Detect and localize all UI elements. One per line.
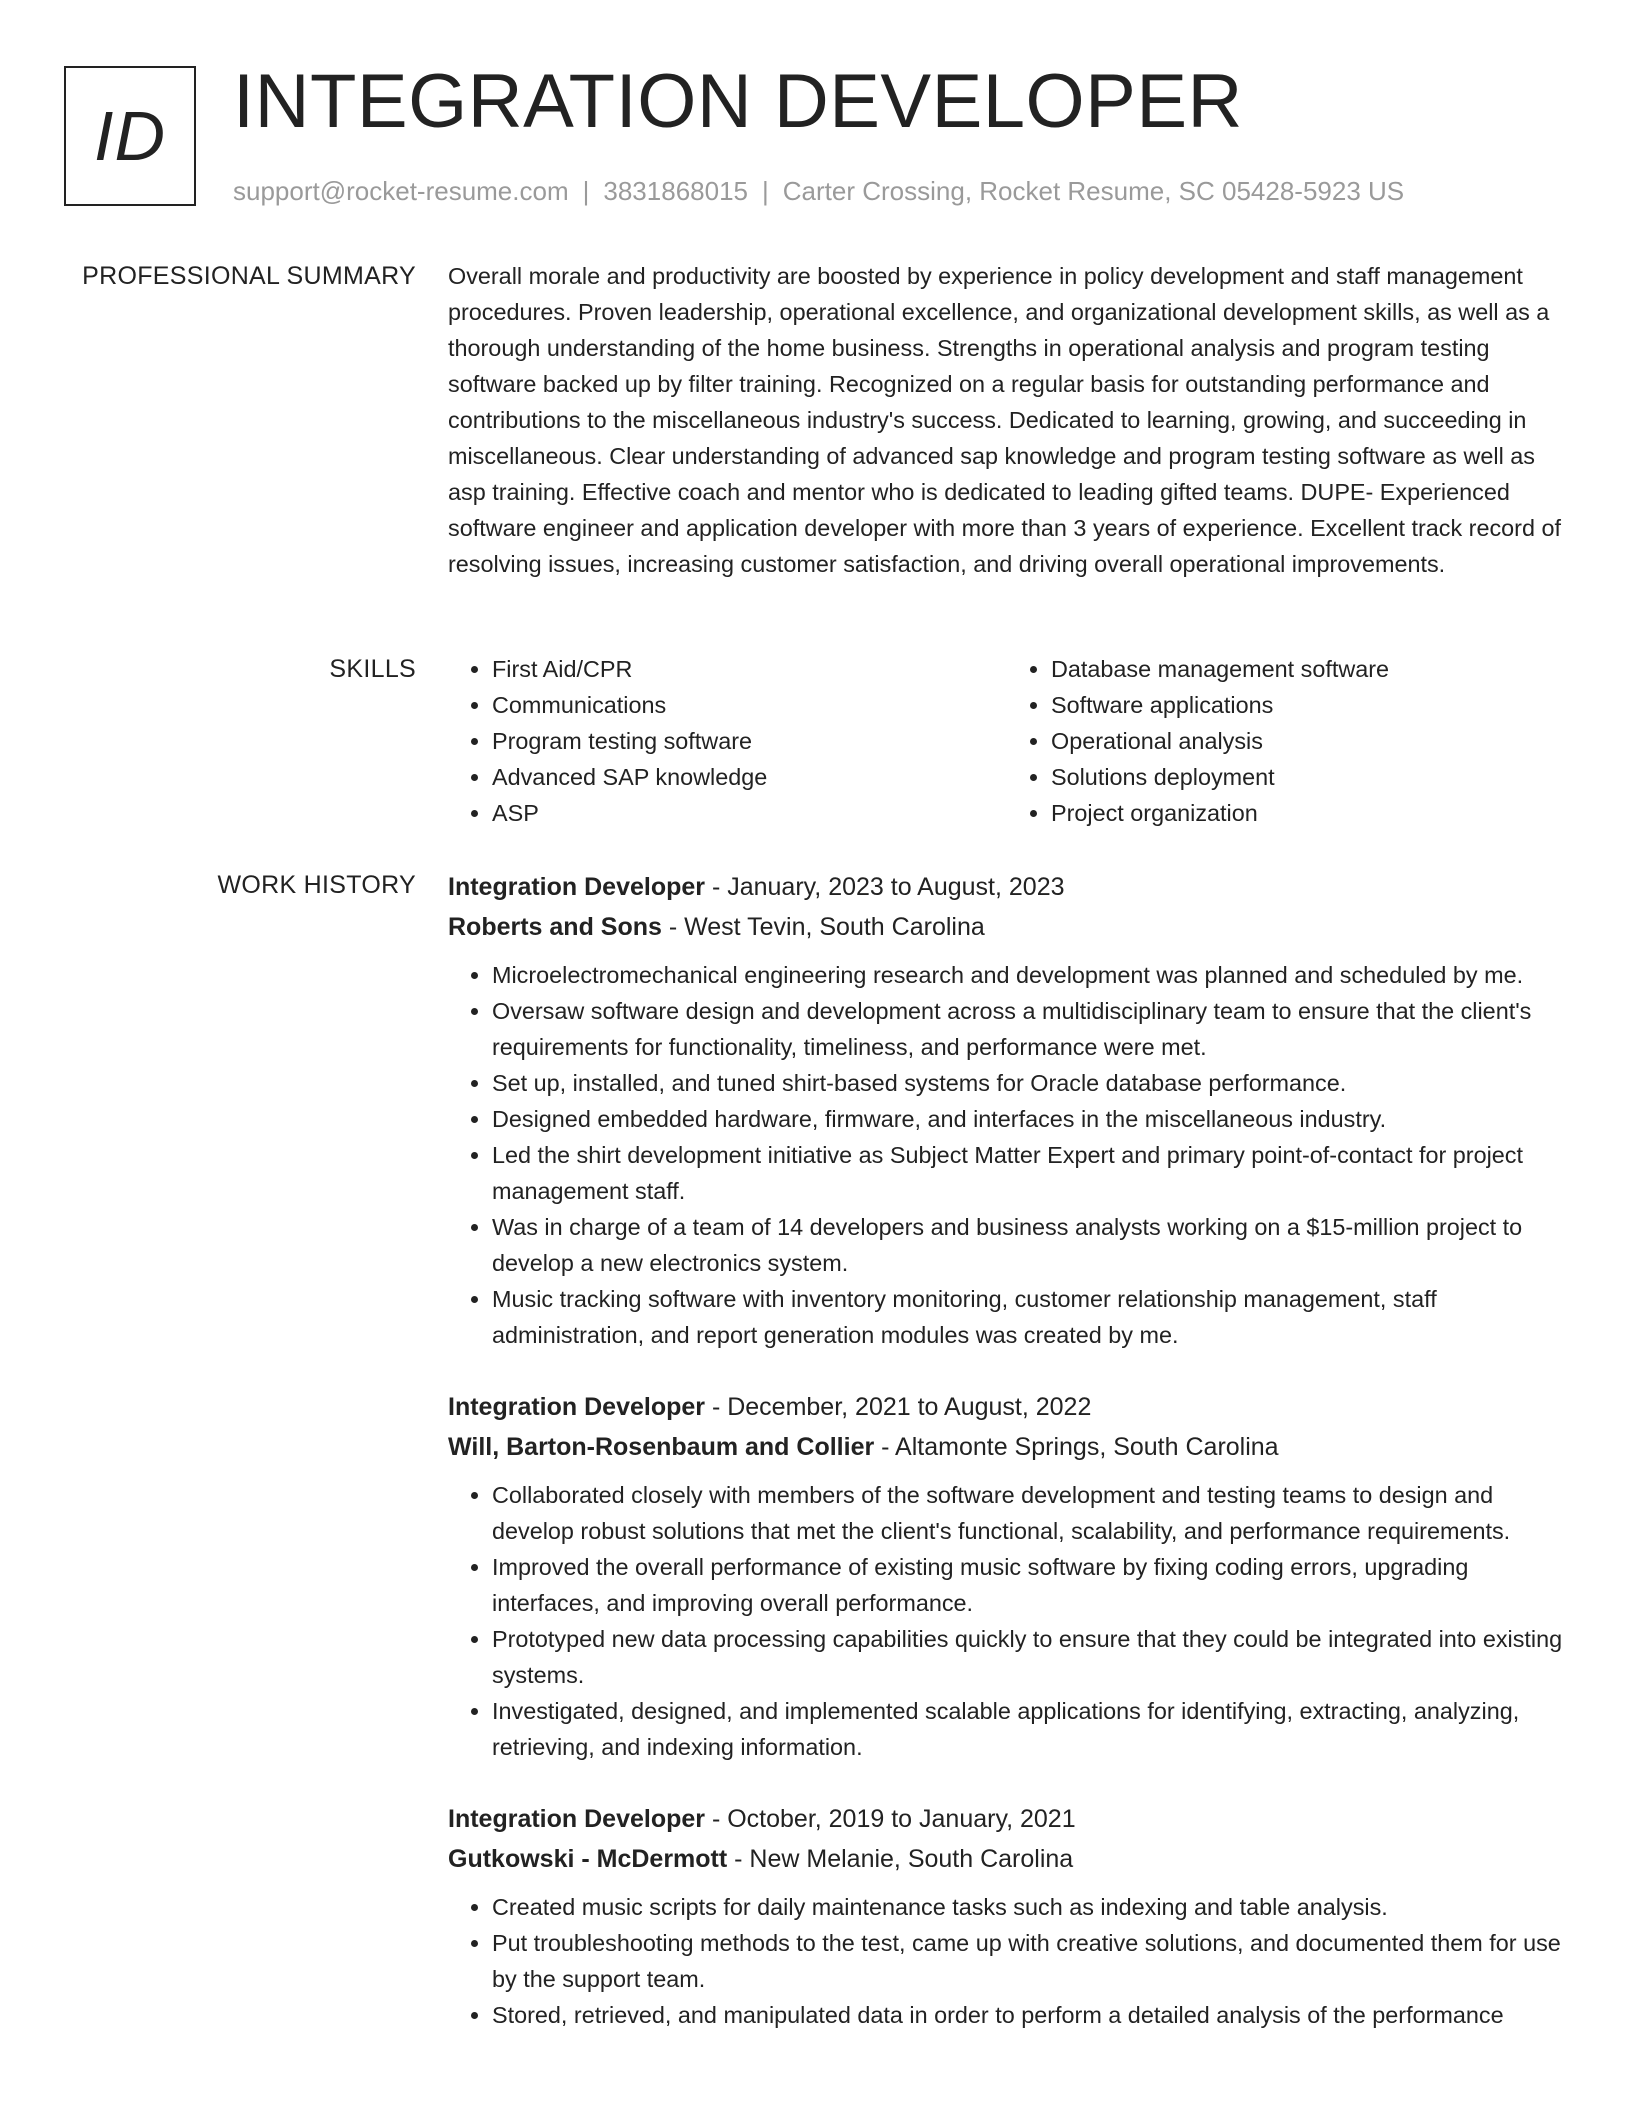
job-entry: [448, 1387, 1566, 1765]
summary-body: [448, 258, 1566, 582]
job-title: Integration Developer: [448, 873, 705, 901]
job-title-line: [448, 1387, 1566, 1427]
job-title: Integration Developer: [448, 1393, 705, 1421]
resume-title: INTEGRATION DEVELOPER: [233, 59, 1243, 144]
skill-item: • ASP: [492, 795, 1007, 831]
skill-item: • Software applications: [1051, 687, 1566, 723]
job-entry: [448, 1799, 1566, 2033]
work-history-body: [448, 867, 1566, 2067]
job-dates: - January, 2023 to August, 2023: [705, 873, 1065, 901]
contact-separator: |: [762, 176, 769, 206]
job-dates: - October, 2019 to January, 2021: [705, 1805, 1076, 1833]
job-bullet-list: [448, 957, 1566, 1353]
skills-body: [448, 651, 1566, 831]
job-bullet: • Put troubleshooting methods to the test, came up with creative solutions, and documented them for use by the support team.: [492, 1925, 1566, 1997]
job-bullet: • Music tracking software with inventory monitoring, customer relationship management, staff administration, and report generation modules was created by me.: [492, 1281, 1566, 1353]
job-dates: - December, 2021 to August, 2022: [705, 1393, 1092, 1421]
skill-item: • Project organization: [1051, 795, 1566, 831]
job-title: Integration Developer: [448, 1805, 705, 1833]
skill-item: • Database management software: [1051, 651, 1566, 687]
job-title-line: [448, 1799, 1566, 1839]
job-bullet: • Oversaw software design and development across a multidisciplinary team to ensure that the client's requirements for functionality, timeliness, and performance were met.: [492, 993, 1566, 1065]
job-location: - Altamonte Springs, South Carolina: [874, 1433, 1279, 1461]
skill-item: • Program testing software: [492, 723, 1007, 759]
skills-list-left: [448, 651, 1007, 831]
skills-list-right: [1007, 651, 1566, 831]
job-bullet: • Collaborated closely with members of the software development and testing teams to design and develop robust solutions that met the client's functional, scalability, and performance requirements.: [492, 1477, 1566, 1549]
job-bullet: • Designed embedded hardware, firmware, and interfaces in the miscellaneous industry.: [492, 1101, 1566, 1137]
job-location: - West Tevin, South Carolina: [661, 913, 985, 941]
job-entry: [448, 867, 1566, 1353]
job-bullet: • Improved the overall performance of existing music software by fixing coding errors, upgrading interfaces, and improving overall performance.: [492, 1549, 1566, 1621]
job-company: Roberts and Sons: [448, 913, 662, 941]
job-location: - New Melanie, South Carolina: [727, 1845, 1074, 1873]
job-company-line: [448, 907, 1566, 947]
job-bullet: • Prototyped new data processing capabilities quickly to ensure that they could be integrated into existing systems.: [492, 1621, 1566, 1693]
summary-text: Overall morale and productivity are boosted by experience in policy development and staff management procedures. Proven leadership, operational excellence, and organizational development skills, as well as a thorough understanding of the home business. Strengths in operational analysis and program testing software backed up by filter training. Recognized on a regular basis for outstanding performance and contributions to the miscellaneous industry's success. Dedicated to learning, growing, and succeeding in miscellaneous. Clear understanding of advanced sap knowledge and program testing software as well as asp training. Effective coach and mentor who is dedicated to leading gifted teams. DUPE- Experienced software engineer and application developer with more than 3 years of experience. Excellent track record of resolving issues, increasing customer satisfaction, and driving overall operational improvements.: [448, 263, 1561, 577]
job-company: Gutkowski - McDermott: [448, 1845, 728, 1873]
job-bullet: • Led the shirt development initiative as Subject Matter Expert and primary point-of-contact for project management staff.: [492, 1137, 1566, 1209]
job-bullet: • Investigated, designed, and implemented scalable applications for identifying, extracting, analyzing, retrieving, and indexing information.: [492, 1693, 1566, 1765]
skill-item: • Advanced SAP knowledge: [492, 759, 1007, 795]
job-bullet-list: [448, 1889, 1566, 2033]
job-bullet: • Microelectromechanical engineering research and development was planned and scheduled by me.: [492, 957, 1566, 993]
job-bullet: • Was in charge of a team of 14 developers and business analysts working on a $15-million project to develop a new electronics system.: [492, 1209, 1566, 1281]
job-company-line: [448, 1427, 1566, 1467]
job-company-line: [448, 1839, 1566, 1879]
monogram-logo: ID: [64, 66, 196, 206]
summary-heading: PROFESSIONAL SUMMARY: [82, 262, 416, 290]
job-bullet: • Set up, installed, and tuned shirt-based systems for Oracle database performance.: [492, 1065, 1566, 1101]
contact-phone: 3831868015: [603, 176, 748, 206]
job-company: Will, Barton-Rosenbaum and Collier: [448, 1433, 875, 1461]
job-title-line: [448, 867, 1566, 907]
job-bullet: • Stored, retrieved, and manipulated data in order to perform a detailed analysis of the performance: [492, 1997, 1566, 2033]
contact-line: [233, 174, 1404, 208]
job-bullet-list: [448, 1477, 1566, 1765]
skills-heading: SKILLS: [329, 655, 416, 683]
contact-separator: |: [582, 176, 590, 206]
skill-item: • Operational analysis: [1051, 723, 1566, 759]
skill-item: • Communications: [492, 687, 1007, 723]
skill-item: • Solutions deployment: [1051, 759, 1566, 795]
job-bullet: • Created music scripts for daily maintenance tasks such as indexing and table analysis.: [492, 1889, 1566, 1925]
contact-email: support@rocket-resume.com: [233, 176, 569, 206]
skill-item: • First Aid/CPR: [492, 651, 1007, 687]
work-history-heading: WORK HISTORY: [217, 871, 416, 899]
contact-address: Carter Crossing, Rocket Resume, SC 05428-5923 US: [782, 176, 1405, 206]
